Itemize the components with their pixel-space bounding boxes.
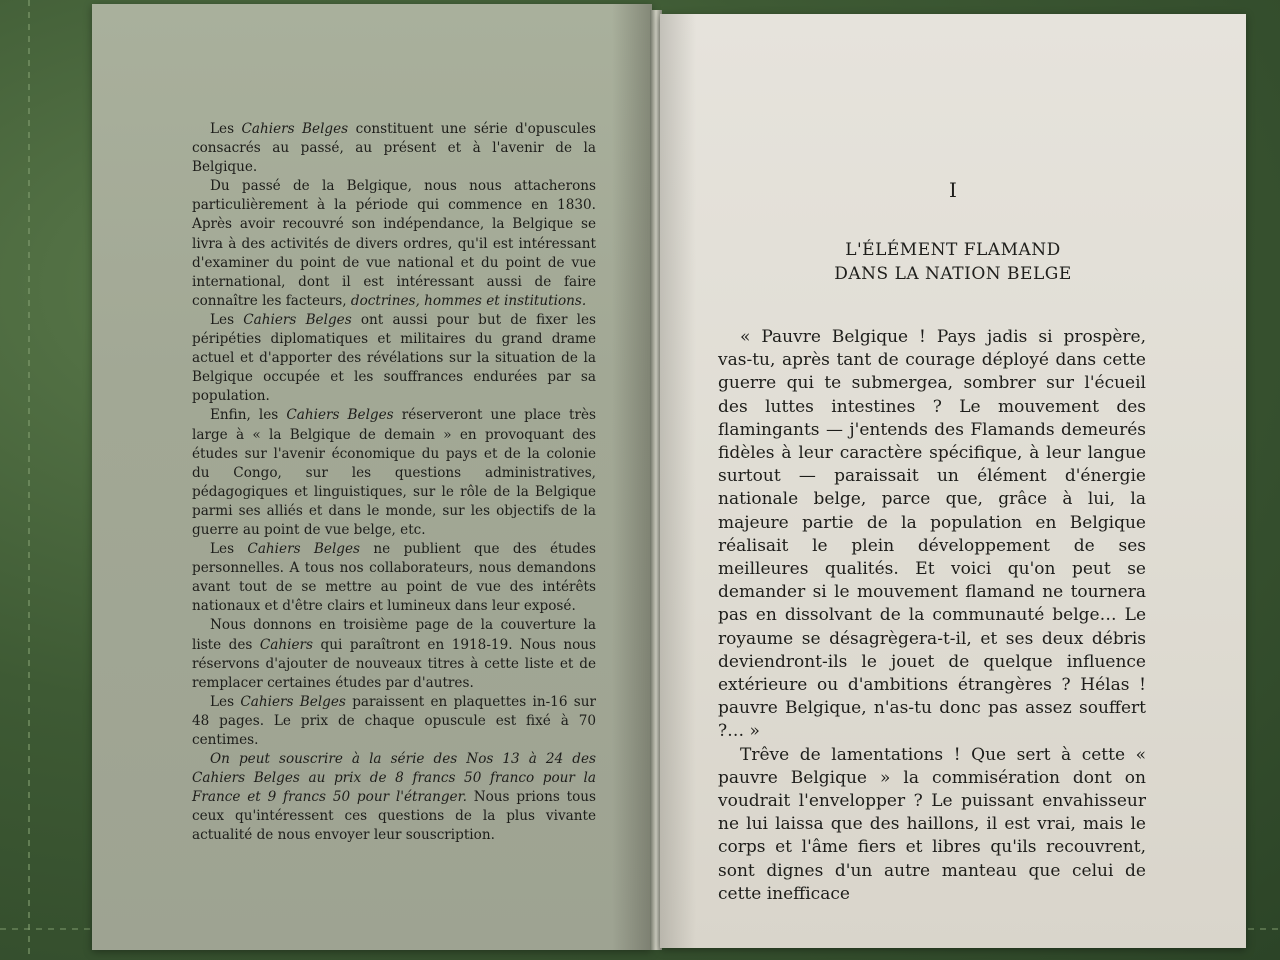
right-page-text [718,326,1146,906]
right-page [660,14,1246,948]
left-paragraph-3: Les Cahiers Belges ont aussi pour but de fixer les péripéties diplomatiques et militaires du grand drame actuel et d'apporter des révélations sur la situation de la Belgique occupée et les souffrances endurées par sa population. [192,311,596,405]
chapter-number: I [949,178,957,202]
chapter-title-line-1: L'ÉLÉMENT FLAMAND [845,240,1061,260]
leather-stitching-left [28,0,30,960]
left-page [92,4,652,950]
right-paragraph-2: Trêve de lamentations ! Que sert à cette « pauvre Belgique » la commisération dont on voudrait l'envelopper ? Le puissant envahisseur ne lui laissa que des haillons, il est vrai, mais le corps et l'âme fiers et libres qu'ils recouvrent, sont dignes d'un autre manteau que celui de cette inefficace [718,744,1146,904]
left-page-text [192,120,596,846]
left-paragraph-2: Du passé de la Belgique, nous nous attacherons particulièrement à la période qui commence en 1830. Après avoir recouvré son indépendance, la Belgique se livra à des activités de divers ordres, qu'il est intéressant d'examiner du point de vue national et du point de vue international, dont il est intéressant aussi de faire connaître les facteurs, doctrines, hommes et institutions. [192,178,596,309]
right-paragraph-1: « Pauvre Belgique ! Pays jadis si prospère, vas-tu, après tant de courage déployé dans cette guerre qui te submergea, sombrer sur l'écueil des luttes intestines ? Le mouvement des flamingants — j'entends des Flamands demeurés fidèles à leur caractère spécifique, à leur langue surtout — paraissait un élément d'énergie nationale belge, parce que, grâce à lui, la majeure partie de la population en Belgique réalisait le plein développement de ses meilleures qualités. Et voici qu'on peut se demander si le mouvement flamand ne tournera pas en dissolvant de la communauté belge… Le royaume se désagrègera-t-il, et ses deux débris deviendront-ils le jouet de quelque influence extérieure ou d'ambitions étrangères ? Hélas ! pauvre Belgique, n'as-tu donc pas assez souffert ?… » [718,327,1146,742]
left-paragraph-5: Les Cahiers Belges ne publient que des études personnelles. A tous nos collaborateurs, nous demandons avant tout de se mettre au point de vue des intérêts nationaux et d'être clairs et lumineux dans leur exposé. [192,541,596,615]
chapter-title [660,238,1246,286]
left-paragraph-8: On peut souscrire à la série des Nos 13 à 24 des Cahiers Belges au prix de 8 francs 50 franco pour la France et 9 francs 50 pour l'étranger. Nous prions tous ceux qu'intéressent ces questions de la plus vivante actualité de nous envoyer leur souscription. [192,751,596,844]
left-paragraph-1: Les Cahiers Belges constituent une série d'opuscules consacrés au passé, au présent et à l'avenir de la Belgique. [192,121,596,176]
left-paragraph-7: Les Cahiers Belges paraissent en plaquettes in-16 sur 48 pages. Le prix de chaque opuscule est fixé à 70 centimes. [192,693,597,748]
left-paragraph-6: Nous donnons en troisième page de la couverture la liste des Cahiers qui paraîtront en 1918-19. Nous nous réservons d'ajouter de nouveaux titres à cette liste et de remplacer certaines études par d'autres. [192,617,596,691]
chapter-title-line-2: DANS LA NATION BELGE [834,264,1072,284]
left-paragraph-4: Enfin, les Cahiers Belges réserveront une place très large à « la Belgique de demain » en provoquant des études sur l'avenir économique du pays et de la colonie du Congo, sur les questions administratives, pédagogiques et linguistiques, sur le rôle de la Belgique parmi ses alliés et dans le monde, sur les objectifs de la guerre au point de vue belge, etc. [192,407,596,538]
